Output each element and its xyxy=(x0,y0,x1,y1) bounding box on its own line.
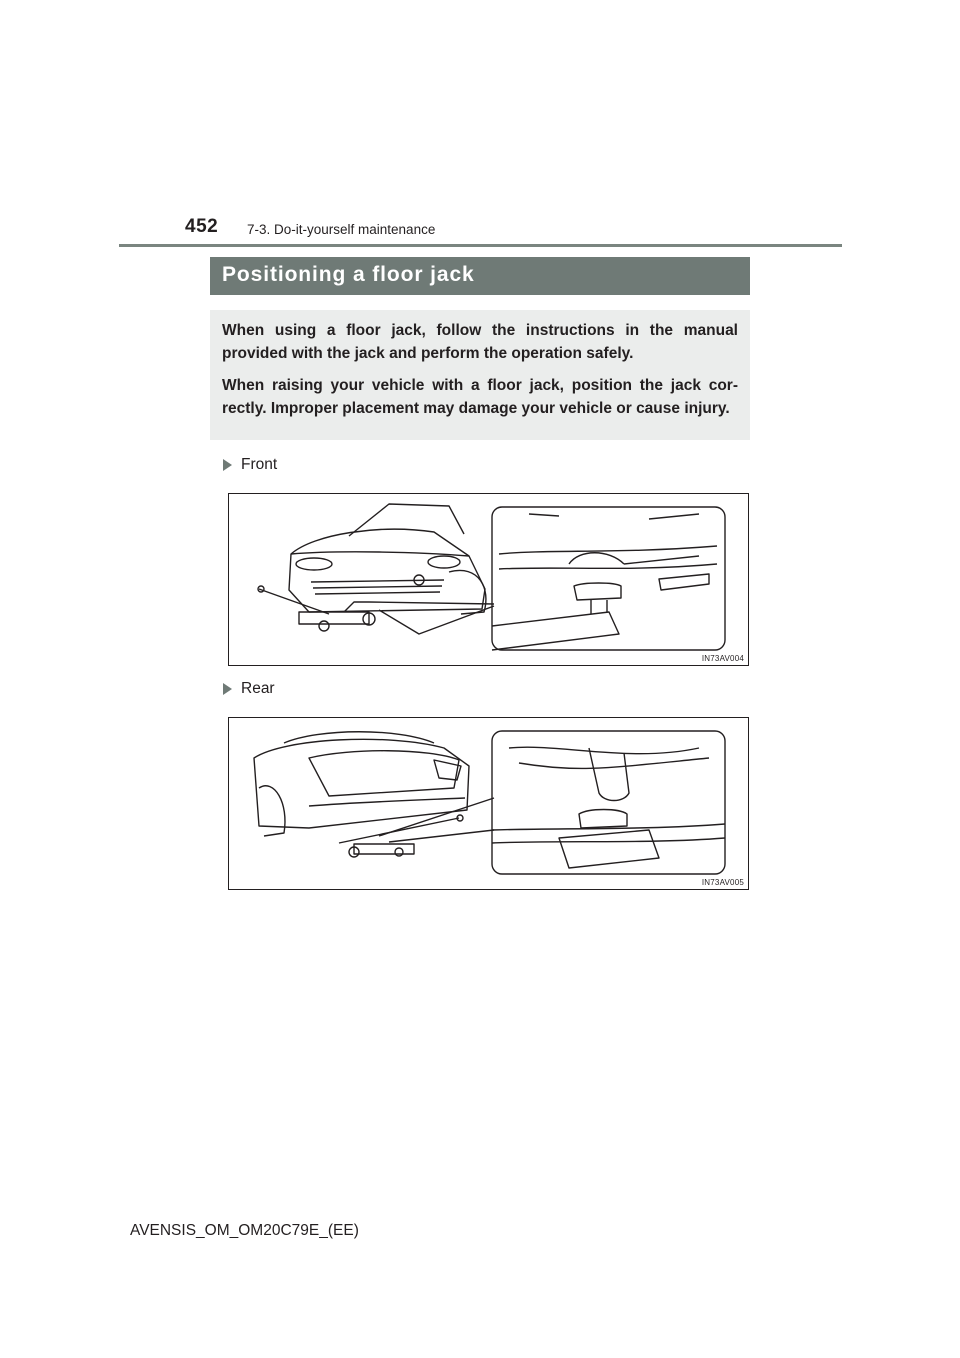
page-number: 452 xyxy=(185,216,219,237)
car-headlight xyxy=(428,556,460,568)
detail-beam xyxy=(492,612,619,650)
car-headlight xyxy=(296,558,332,570)
figure-code: IN73AV004 xyxy=(701,654,744,663)
callout-line xyxy=(369,602,494,634)
jack-base xyxy=(299,612,369,624)
rear-label-text: Rear xyxy=(241,680,275,697)
jack-base xyxy=(354,844,414,854)
detail-member xyxy=(569,553,699,564)
rear-label xyxy=(223,680,275,698)
jack-saddle xyxy=(579,810,627,829)
jack-arm xyxy=(559,830,659,868)
detail-inset xyxy=(492,507,725,650)
rear-jack-illustration-icon xyxy=(229,718,748,889)
intro-paragraph: When using a floor jack, follow the instructions in the manual provided with the jack and perform the operation safely. xyxy=(222,322,738,362)
car-body xyxy=(254,739,469,828)
page-heading: Positioning a floor jack xyxy=(210,257,750,295)
jack-wheel xyxy=(395,848,403,856)
car-bumper xyxy=(309,798,465,806)
figure-code: IN73AV005 xyxy=(701,878,744,887)
intro-box xyxy=(210,310,750,440)
detail-suspension xyxy=(509,747,709,768)
section-title: 7-3. Do-it-yourself maintenance xyxy=(247,222,436,237)
jack-wheel xyxy=(319,621,329,631)
front-label-text: Front xyxy=(241,456,278,473)
triangle-bullet-icon xyxy=(223,683,232,695)
car-trunk xyxy=(309,751,459,796)
triangle-bullet-icon xyxy=(223,459,232,471)
jack-saddle xyxy=(574,583,621,600)
detail-member xyxy=(589,748,629,801)
front-jack-figure xyxy=(228,493,749,666)
front-label xyxy=(223,456,277,474)
jack-handle xyxy=(259,589,329,614)
intro-paragraph: When raising your vehicle with a floor jack, position the jack cor-rectly. Improper placement may damage your vehicle or cause injury. xyxy=(222,377,738,417)
rear-jack-figure xyxy=(228,717,749,890)
jack-handle xyxy=(339,818,459,843)
car-wheel xyxy=(259,786,285,836)
document-code: AVENSIS_OM_OM20C79E_(EE) xyxy=(130,1222,359,1239)
callout-line xyxy=(379,798,494,842)
car-wheel xyxy=(449,570,486,614)
header-divider xyxy=(119,244,842,247)
front-jack-illustration-icon xyxy=(229,494,748,665)
